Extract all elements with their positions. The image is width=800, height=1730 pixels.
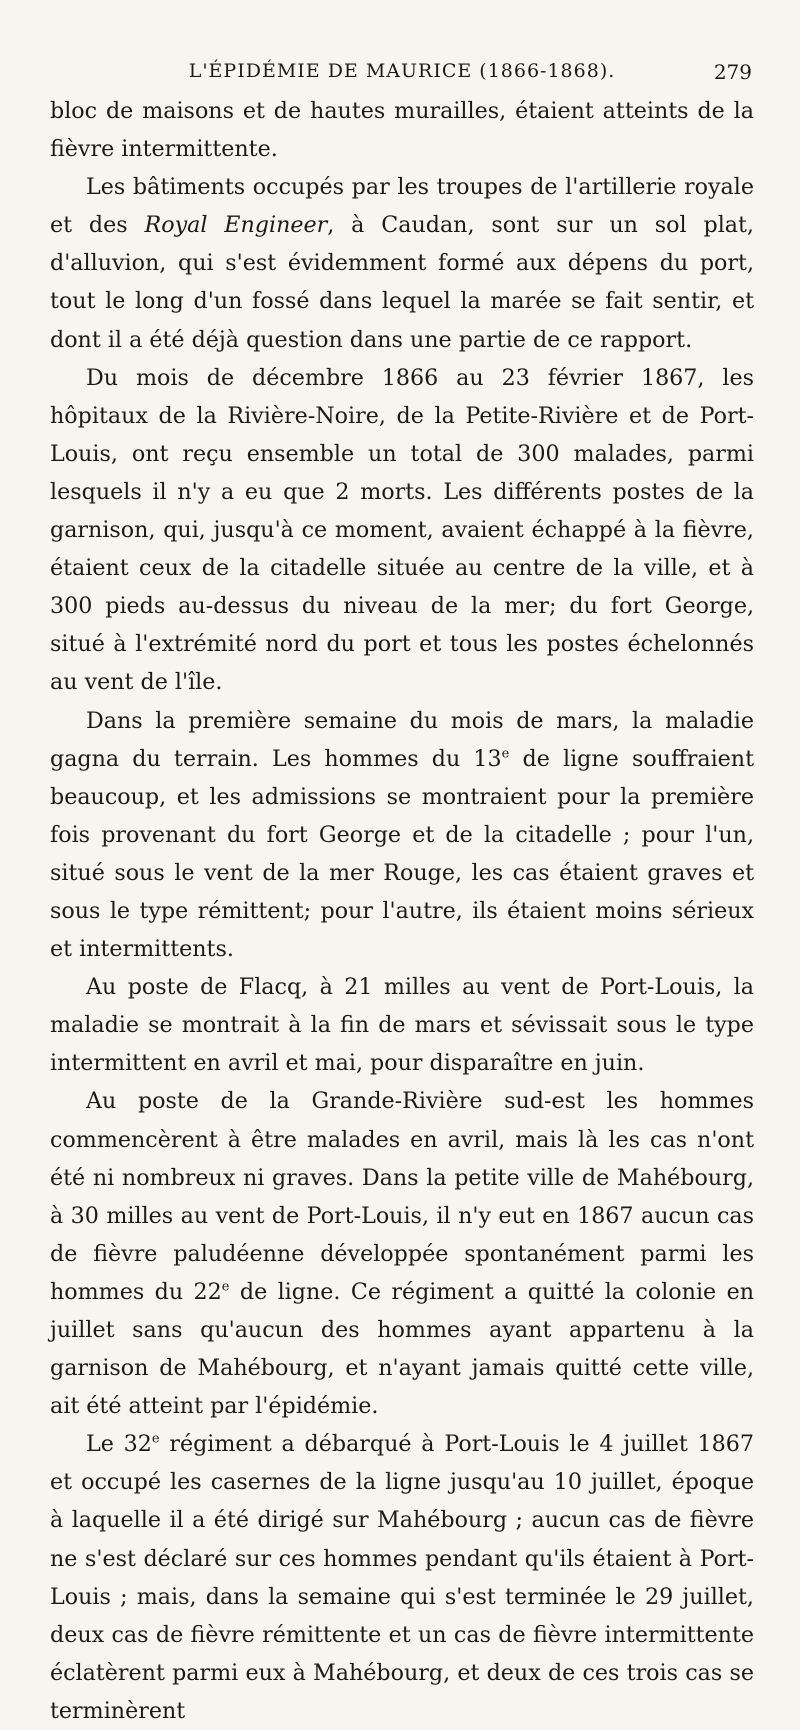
text-run: bloc de maisons et de hautes murailles, étaient atteints de la fièvre intermittente.	[50, 98, 754, 163]
superscript: e	[501, 746, 510, 762]
superscript: e	[151, 1431, 160, 1447]
text-run: régiment a débarqué à Port-Louis le 4 juillet 1867 et occupé les casernes de la ligne jusqu'au 10 juillet, époque à laquelle il a été dirigé sur Mahébourg ; aucun cas de fièvre ne s'est déclaré sur ces hommes pendant qu'ils étaient à Port-Louis ; mais, dans la semaine qui s'est terminée le 29 juillet, deux cas de fièvre rémittente et un cas de fièvre intermittente éclatèrent parmi eux à Mahébourg, et deux de ces trois cas se terminèrent	[50, 1431, 754, 1724]
page-number: 279	[713, 60, 752, 84]
paragraph-6	[50, 1082, 754, 1425]
text-run: de ligne souffraient beaucoup, et les admissions se montraient pour la première fois provenant du fort George et de la citadelle ; pour l'un, situé sous le vent de la mer Rouge, les cas étaient graves et sous le type rémittent; pour l'autre, ils étaient moins sérieux et intermittents.	[50, 745, 755, 963]
page-header	[50, 52, 754, 92]
italic-text: Royal Engineer	[144, 212, 328, 239]
text-run: de ligne. Ce régiment a quitté la colonie en juillet sans qu'aucun des hommes ayant appartenu à la garnison de Mahébourg, et n'ayant jamais quitté cette ville, ait été atteint par l'épidémie.	[50, 1278, 754, 1420]
paragraph-3	[50, 359, 754, 702]
text-run: Dans la première semaine du mois de mars, la maladie gagna du terrain. Les hommes du 13	[50, 707, 754, 772]
paragraph-1	[50, 92, 754, 168]
paragraph-4	[50, 702, 754, 969]
text-run: Au poste de Flacq, à 21 milles au vent de Port-Louis, la maladie se montrait à la fin de mars et sévissait sous le type intermittent en avril et mai, pour disparaître en juin.	[50, 974, 754, 1077]
text-run: Au poste de la Grande-Rivière sud-est les hommes commencèrent à être malades en avril, mais là les cas n'ont été ni nombreux ni graves. Dans la petite ville de Mahébourg, à 30 milles au vent de Port-Louis, il n'y eut en 1867 aucun cas de fièvre paludéenne développée spontanément parmi les hommes du 22	[50, 1088, 754, 1305]
text-run: Du mois de décembre 1866 au 23 février 1867, les hôpitaux de la Rivière-Noire, de la Petite-Rivière et de Port-Louis, ont reçu ensemble un total de 300 malades, parmi lesquels il n'y a eu que 2 morts. Les différents postes de la garnison, qui, jusqu'à ce moment, avaient échappé à la fièvre, étaient ceux de la citadelle située au centre de la ville, et à 300 pieds au-dessus du niveau de la mer; du fort George, situé à l'extrémité nord du port et tous les postes échelonnés au vent de l'île.	[50, 364, 754, 696]
superscript: e	[221, 1279, 230, 1295]
running-title: L'ÉPIDÉMIE DE MAURICE (1866-1868).	[188, 60, 616, 82]
text-run: , à Caudan, sont sur un sol plat, d'alluvion, qui s'est évidemment formé aux dépens du port, tout le long d'un fossé dans lequel la marée se fait sentir, et dont il a été déjà question dans une partie de ce rapport.	[50, 212, 754, 353]
paragraph-2	[50, 168, 754, 358]
paragraph-5	[50, 968, 754, 1082]
paragraph-7	[50, 1425, 754, 1730]
body-text	[50, 92, 754, 1730]
text-run: Le 32	[86, 1431, 152, 1458]
text-run: Les bâtiments occupés par les troupes de l'artillerie royale et des	[50, 174, 754, 239]
